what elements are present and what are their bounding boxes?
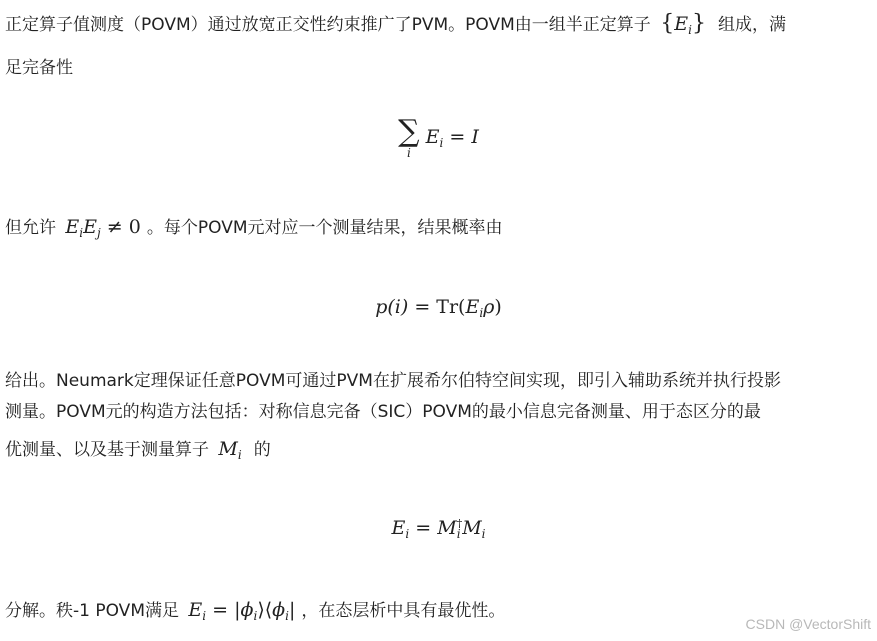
paragraph-1-text-2: 足完备性	[5, 58, 73, 78]
paragraph-2: 但允许 $E_iE_j \ne 0$ 。每个POVM元对应一个测量结果，结果概率由	[5, 216, 503, 240]
rank-one-formula: $E_i$ = $|\phi_i⟩⟨\phi_i|$	[188, 599, 296, 623]
commutation-formula: $E_iE_j \ne 0$	[65, 216, 141, 240]
operator-set-formula: $\{E_i\}$	[660, 11, 706, 37]
completeness-equation: ∑ i $E_i = I$	[398, 114, 479, 160]
probability-equation: $p(i) = Tr(E_i\rho)$	[375, 296, 502, 320]
paragraph-3-line-3: 优测量、以及基于测量算子 $M_i$ 的	[5, 438, 271, 462]
measurement-operator: $M_i$	[218, 438, 242, 462]
paragraph-4: 分解。秩-1 POVM满足 $E_i$ = $|\phi_i⟩⟨\phi_i|$ ，在态层析中具有最优性。	[5, 599, 506, 623]
paragraph-1-line-2	[5, 57, 73, 79]
paragraph-3-line-2: 测量。POVM元的构造方法包括：对称信息完备（SIC）POVM的最小信息完备测量、用于态区分的最	[5, 402, 761, 422]
paragraph-1-line-1	[5, 13, 786, 41]
paragraph-1-text: 正定算子值测度（POVM）通过放宽正交性约束推广了PVM。POVM由一组半正定算子	[5, 15, 651, 35]
paragraph-1-tail: 组成，满	[717, 15, 786, 35]
watermark: CSDN @VectorShift	[745, 616, 871, 632]
paragraph-3-line-1: 给出。Neumark定理保证任意POVM可通过PVM在扩展希尔伯特空间实现，即引入辅助系统并执行投影	[5, 371, 781, 391]
decomposition-equation: $E_i = M$ † i $M_i$	[391, 517, 486, 541]
sum-symbol: ∑ i	[398, 114, 420, 160]
